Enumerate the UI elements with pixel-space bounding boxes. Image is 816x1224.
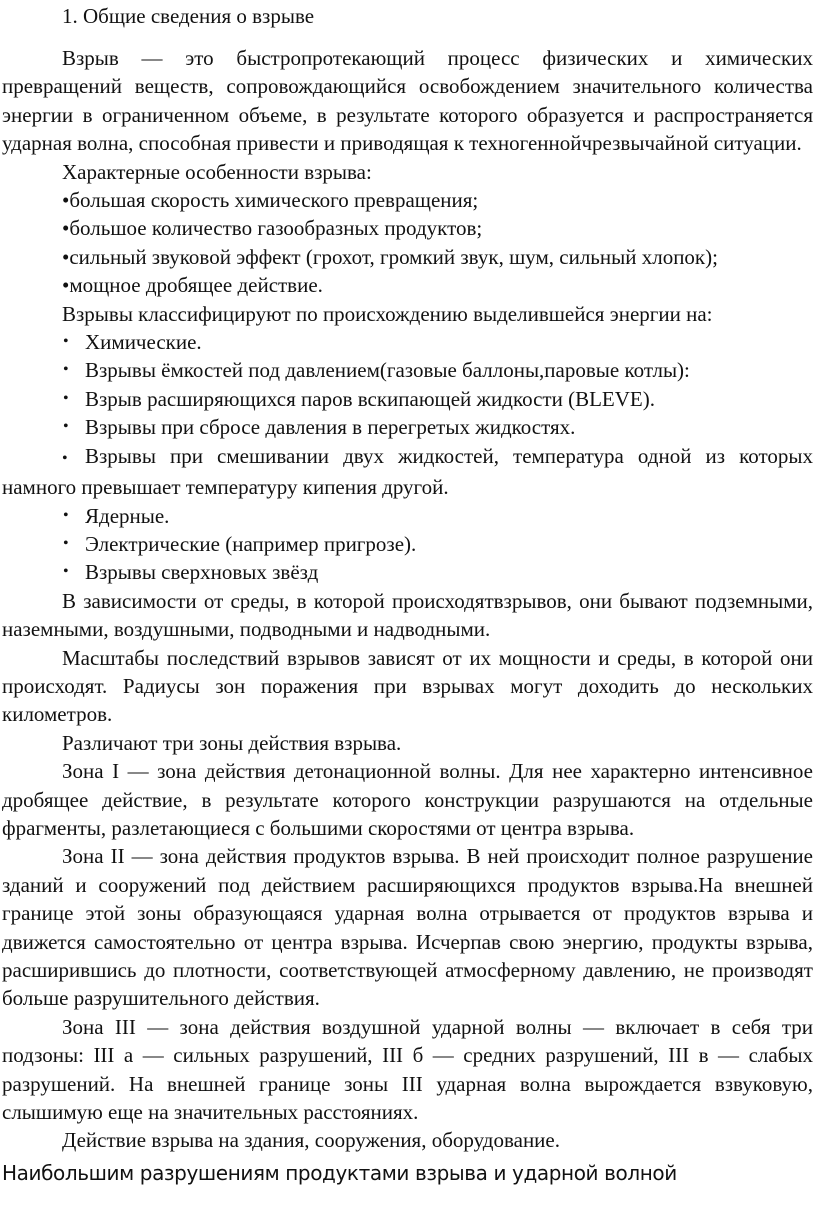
bullet-icon: • <box>63 333 69 351</box>
classification-title: Взрывы классифицируют по происхождению выделившейся энергии на: <box>62 301 713 326</box>
classification-item <box>2 442 813 502</box>
feature-item: •большое количество газообразных продуктов; <box>62 216 483 241</box>
subheading-line: Наибольшим разрушениям продуктами взрыва и ударной волной <box>2 1160 677 1185</box>
zones-title: Различают три зоны действия взрыва. <box>62 730 402 755</box>
classification-item-text: Электрические (например пригрозе). <box>85 531 417 556</box>
bullet-icon: • <box>63 534 69 552</box>
classification-item <box>2 328 813 356</box>
definition-paragraph: Взрыв — это быстропротекающий процесс физических и химических превращений веществ, сопровождающийся освобождением значительного количества энергии в ограниченном объеме, в результате которого образуется и распространяется ударная волна, способная привести и приводящая к техногеннойчрезвычайной ситуации. <box>2 46 813 156</box>
classification-item-text: Взрывы при смешивании двух жидкостей, температура одной из которых намного превышает температуру кипения другой. <box>2 443 813 500</box>
action-title: Действие взрыва на здания, сооружения, оборудование. <box>62 1128 560 1153</box>
feature-item: •сильный звуковой эффект (грохот, громкий звук, шум, сильный хлопок); <box>62 244 718 269</box>
zone-1-paragraph: Зона I — зона действия детонационной волны. Для нее характерно интенсивное дробящее действие, в результате которого конструкции разрушаются на отдельные фрагменты, разлетающиеся с большими скоростями от центра взрыва. <box>2 759 813 840</box>
bullet-icon: • <box>63 563 69 581</box>
zone-3-paragraph: Зона III — зона действия воздушной ударной волны — включает в себя три подзоны: III а — сильных разрушений, III б — средних разрушений, III в — слабых разрушений. На внешней границе зоны III ударная волна вырождается взвуковую, слышимую еще на значительных расстояниях. <box>2 1014 813 1125</box>
classification-item <box>2 558 813 586</box>
bullet-icon: • <box>63 418 69 436</box>
classification-item <box>2 413 813 441</box>
section-heading: 1. Общие сведения о взрыве <box>62 4 315 28</box>
classification-item-text: Взрывы ёмкостей под давлением(газовые баллоны,паровые котлы): <box>85 358 690 383</box>
classification-item <box>2 356 813 384</box>
scale-paragraph: Масштабы последствий взрывов зависят от их мощности и среды, в которой они происходят. Радиусы зон поражения при взрывах могут доходить до нескольких километров. <box>2 645 813 727</box>
zone-2-paragraph: Зона II — зона действия продуктов взрыва. В ней происходит полное разрушение зданий и сооружений под действием расширяющихся продуктов взрыва.На внешней границе этой зоны образующаяся ударная волна отрывается от продуктов взрыва и движется самостоятельно от центра взрыва. Исчерпав свою энергию, продукты взрыва, расширившись до плотности, соответствующей атмосферному давлению, не производят больше разрушительного действия. <box>2 844 813 1011</box>
classification-item-text: Химические. <box>85 330 202 355</box>
environment-paragraph: В зависимости от среды, в которой происходятвзрывов, они бывают подземными, наземными, воздушными, подводными и надводными. <box>2 588 813 642</box>
bullet-icon: • <box>63 506 69 524</box>
bullet-icon: • <box>62 449 68 467</box>
classification-item-text: Взрывы при сбросе давления в перегретых жидкостях. <box>85 415 576 440</box>
feature-item: •мощное дробящее действие. <box>62 273 323 298</box>
classification-item <box>2 530 813 558</box>
classification-item <box>2 502 813 530</box>
classification-item-text: Взрывы сверхновых звёзд <box>85 560 319 585</box>
feature-item: •большая скорость химического превращения; <box>62 188 479 213</box>
classification-item-text: Взрыв расширяющихся паров вскипающей жидкости (BLEVE). <box>85 386 655 411</box>
classification-item <box>2 385 813 413</box>
classification-item-text: Ядерные. <box>85 503 170 528</box>
features-title: Характерные особенности взрыва: <box>62 159 372 184</box>
bullet-icon: • <box>63 389 69 407</box>
bullet-icon: • <box>63 361 69 379</box>
